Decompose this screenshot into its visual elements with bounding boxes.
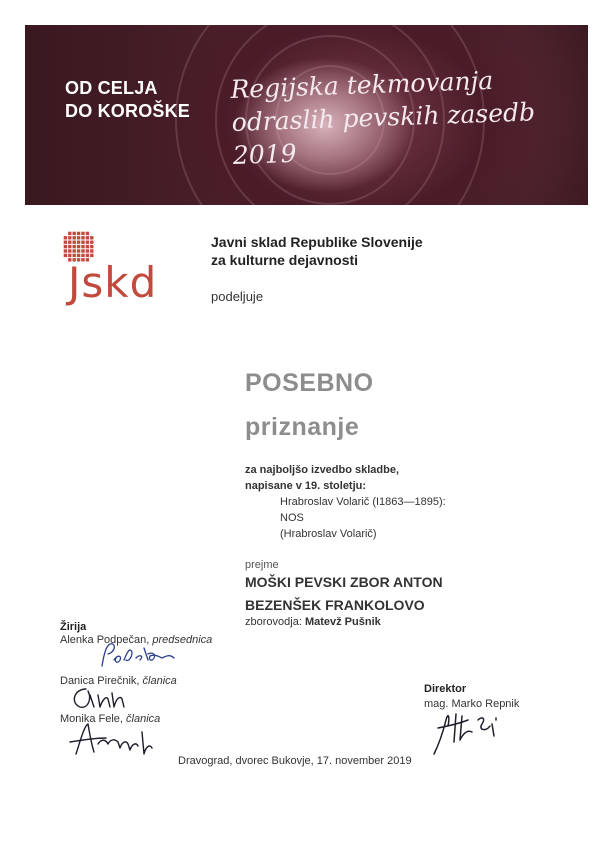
jury-member-name: Danica Pirečnik, <box>60 675 140 687</box>
organization-name <box>211 233 423 269</box>
signature-repnik <box>428 706 508 758</box>
jury-title: Žirija <box>60 621 87 633</box>
banner-script-line1: Regijska tekmovanja <box>230 65 494 104</box>
signature-pirecnik <box>66 681 136 713</box>
jury-member-role: predsednica <box>152 634 213 646</box>
place-date: Dravograd, dvorec Bukovje, 17. november 2019 <box>178 755 412 767</box>
jury-member-name: Alenka Podpečan, <box>60 634 150 646</box>
organization-line2: za kulturne dejavnosti <box>211 252 359 268</box>
grants-label: podeljuje <box>211 289 264 304</box>
director-name: mag. Marko Repnik <box>424 698 520 710</box>
award-description-line1: za najboljšo izvedbo skladbe, <box>245 464 400 476</box>
banner-region-title <box>65 77 190 123</box>
conductor-label: zborovodja: <box>245 616 302 628</box>
jury-member-name: Monika Fele, <box>60 713 123 725</box>
director-title: Direktor <box>424 683 467 695</box>
banner-script-line2: odraslih pevskih zasedb <box>231 97 536 137</box>
award-title: POSEBNO <box>245 369 374 397</box>
banner-script-line3: 2019 <box>232 138 297 170</box>
signature-podpecan <box>92 640 182 672</box>
logo-text: Jskd <box>68 258 158 307</box>
recipient-name-line2: BEZENŠEK FRANKOLOVO <box>245 597 425 613</box>
recipient-name-line1: MOŠKI PEVSKI ZBOR ANTON <box>245 574 443 590</box>
jury-member-role: članica <box>126 713 161 725</box>
receives-label: prejme <box>245 559 279 571</box>
signature-fele <box>62 718 157 758</box>
header-banner <box>25 25 588 205</box>
composer-line: Hrabroslav Volarič (I1863—1895): <box>280 496 446 508</box>
conductor <box>245 616 381 628</box>
conductor-name: Matevž Pušnik <box>304 616 381 628</box>
recipient-name <box>245 571 443 617</box>
piece-title: NOS <box>280 512 304 524</box>
award-subtitle: priznanje <box>245 413 360 441</box>
jury-member-role: članica <box>142 675 177 687</box>
piece-author: (Hrabroslav Volarič) <box>280 528 377 540</box>
banner-region-line2: DO KOROŠKE <box>65 101 191 121</box>
award-description-line2: napisane v 19. stoletju: <box>245 480 367 492</box>
banner-competition-title <box>230 61 573 172</box>
banner-region-line1: OD CELJA <box>65 78 158 98</box>
organization-line1: Javni sklad Republike Slovenije <box>211 234 423 250</box>
